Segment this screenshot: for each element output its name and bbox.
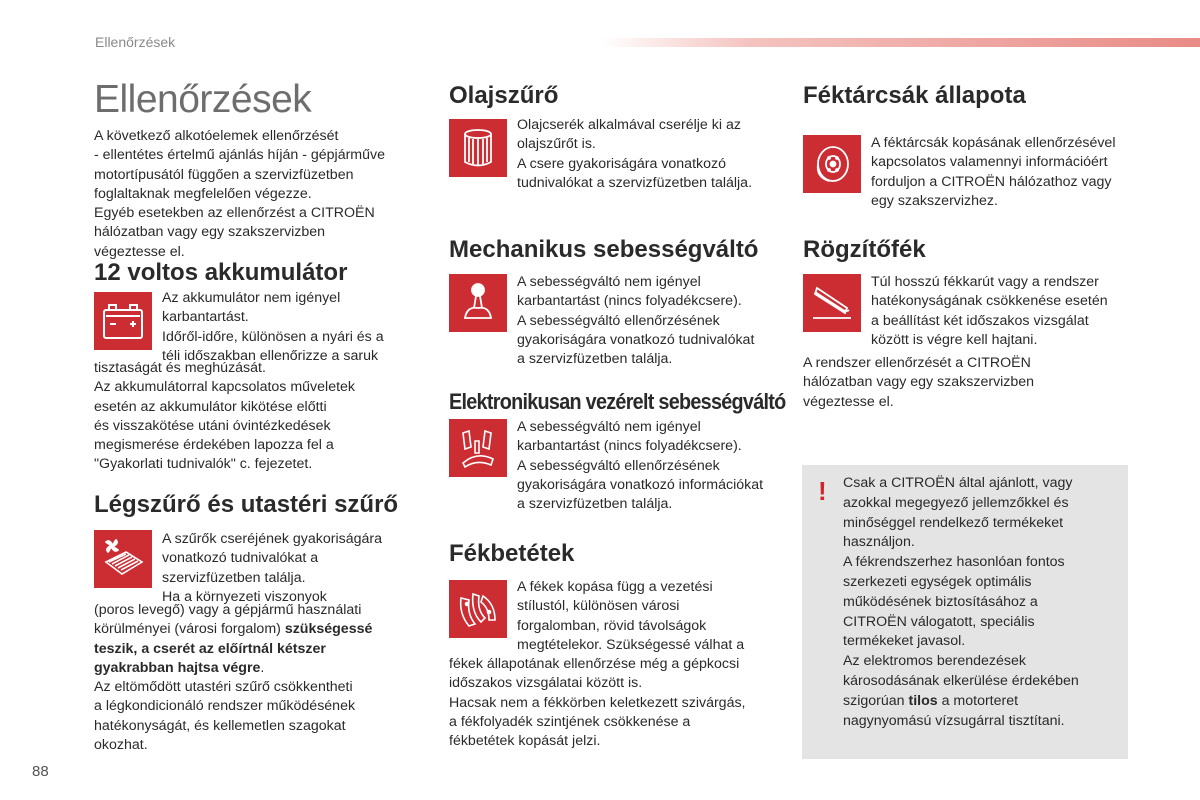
- filter-line: a légkondicionáló rendszer működésének: [94, 698, 356, 715]
- parking-brake-line: végeztesse el.: [803, 393, 894, 410]
- electronic-gearbox-line: karbantartást (nincs folyadékcsere).: [517, 438, 742, 455]
- oil-filter-heading: Olajszűrő: [449, 82, 559, 109]
- exclamation-icon: !: [818, 476, 827, 506]
- filter-line: Ha a környezeti viszonyok: [162, 588, 327, 605]
- intro-line: - ellentétes értelmű ajánlás híján - gépjárműve: [94, 147, 385, 164]
- note-text: [843, 474, 1125, 731]
- intro-line: Egyéb esetekben az ellenőrzést a CITROËN: [94, 205, 375, 222]
- parking-brake-line: hatékonyságának csökkenése esetén: [871, 293, 1108, 310]
- parking-brake-line: a beállítást két időszakos vizsgálat: [871, 312, 1089, 329]
- oil-filter-icon: [449, 119, 507, 177]
- electronic-gearbox-line: gyakoriságára vonatkozó információkat: [517, 476, 764, 493]
- intro-line: végeztesse el.: [94, 243, 185, 260]
- brake-pads-line: megtételekor. Szükségessé válhat a: [517, 636, 745, 653]
- filter-line: vonatkozó tudnivalókat a: [162, 550, 319, 567]
- brake-discs-heading: Féktárcsák állapota: [803, 82, 1026, 109]
- filter-line: (poros levegő) vagy a gépjármű használati: [94, 602, 362, 618]
- note-line: termékeket javasol.: [843, 633, 966, 650]
- manual-gearbox-heading: Mechanikus sebességváltó: [449, 236, 759, 263]
- brake-discs-line: kapcsolatos valamennyi információért: [871, 154, 1108, 171]
- oil-filter-line: Olajcserék alkalmával cserélje ki az: [517, 117, 741, 133]
- manual-gearbox-line: karbantartást (nincs folyadékcsere).: [517, 293, 742, 310]
- oil-filter-line: A csere gyakoriságára vonatkozó: [517, 155, 726, 172]
- battery-line: Az akkumulátor nem igényel: [162, 290, 341, 306]
- note-line: A fékrendszerhez hasonlóan fontos: [843, 554, 1065, 571]
- filter-line: A szűrők cseréjének gyakoriságára: [162, 531, 383, 547]
- manual-gearbox-line: A sebességváltó ellenőrzésének: [517, 312, 720, 329]
- battery-line: tisztaságát és meghúzását.: [94, 360, 266, 376]
- note-line: CITROËN válogatott, speciális: [843, 613, 1035, 630]
- note-line: Az elektromos berendezések: [843, 653, 1026, 670]
- battery-line: karbantartást.: [162, 309, 249, 326]
- page-title: Ellenőrzések: [94, 78, 312, 121]
- filter-line-suffix: .: [260, 659, 265, 676]
- header-gradient-bar: [600, 38, 1200, 47]
- brake-pads-indented-text: [517, 578, 789, 655]
- brake-pads-line: a fékfolyadék szintjének csökkenése a: [449, 713, 691, 730]
- oil-filter-line: olajszűrőt is.: [517, 136, 596, 153]
- electronic-gearbox-line: A sebességváltó nem igényel: [517, 419, 701, 435]
- oil-filter-text: [517, 116, 789, 193]
- air-filter-icon: [94, 530, 152, 588]
- filter-line: Az eltömődött utastéri szűrő csökkentheti: [94, 679, 353, 696]
- brake-pads-line: forgalomban, rövid távolságok: [517, 617, 707, 634]
- note-line: szerkezeti egységek optimális: [843, 573, 1032, 590]
- manual-gearbox-line: gyakoriságára vonatkozó tudnivalókat: [517, 331, 755, 348]
- intro-line: A következő alkotóelemek ellenőrzését: [94, 128, 339, 144]
- brake-pads-heading: Fékbetétek: [449, 540, 575, 567]
- section-label: Ellenőrzések: [95, 34, 176, 50]
- battery-icon: [94, 292, 152, 350]
- battery-indented-text: [162, 289, 422, 366]
- battery-heading: 12 voltos akkumulátor: [94, 259, 348, 286]
- note-line: használjon.: [843, 534, 915, 551]
- brake-pads-line: fékbetétek kopását jelzi.: [449, 733, 601, 750]
- note-line: károsodásának elkerülése érdekében: [843, 672, 1079, 689]
- note-line: nagynyomású vízsugárral tisztítani.: [843, 712, 1065, 729]
- note-line-suffix: a motorteret: [937, 692, 1019, 709]
- brake-discs-line: egy szakszervizhez.: [871, 192, 998, 209]
- brake-pads-line: Hacsak nem a fékkörben keletkezett szivárgás,: [449, 694, 746, 711]
- brake-discs-text: [871, 134, 1153, 211]
- battery-line: "Gyakorlati tudnivalók" c. fejezetet.: [94, 456, 313, 473]
- intro-line: hálózatban vagy egy szakszervizben: [94, 224, 326, 241]
- oil-filter-line: tudnivalókat a szervizfüzetben találja.: [517, 174, 753, 191]
- filter-line: [94, 620, 424, 639]
- battery-line: és visszakötése utáni óvintézkedések: [94, 417, 331, 434]
- intro-line: motortípusától függően a szervizfüzetben: [94, 166, 354, 183]
- note-line: azokkal megegyező jellemzőkkel és: [843, 494, 1069, 511]
- intro-paragraph: [94, 127, 424, 262]
- brake-pads-line: stílustól, különösen városi: [517, 598, 680, 615]
- electronic-gearbox-line: A sebességváltó ellenőrzésének: [517, 457, 720, 474]
- manual-gearbox-line: a szervizfüzetben találja.: [517, 351, 673, 368]
- filter-heading: Légszűrő és utastéri szűrő: [94, 491, 399, 518]
- battery-line: megismerése érdekében lapozza fel a: [94, 437, 334, 454]
- note-line-prefix: szigorúan: [843, 692, 909, 709]
- page-number: 88: [32, 763, 49, 780]
- brake-discs-line: forduljon a CITROËN hálózathoz vagy: [871, 173, 1112, 190]
- brake-discs-line: A féktárcsák kopásának ellenőrzésével: [871, 135, 1116, 151]
- filter-full-text: [94, 601, 424, 755]
- note-line: [843, 692, 1125, 712]
- intro-line: foglaltaknak megfelelően végezze.: [94, 185, 312, 202]
- note-line: minőséggel rendelkező termékeket: [843, 514, 1064, 531]
- parking-brake-line: között is végre kell hajtani.: [871, 331, 1038, 348]
- filter-indented-text: [162, 530, 424, 607]
- battery-line: Időről-időre, különösen a nyári és a: [162, 328, 384, 345]
- brake-disc-icon: [803, 135, 861, 193]
- note-line-bold: tilos: [908, 692, 938, 709]
- parking-brake-icon: [803, 274, 861, 332]
- parking-brake-indented-text: [871, 273, 1153, 350]
- battery-line: Az akkumulátorral kapcsolatos műveletek: [94, 379, 356, 396]
- electronic-gearbox-icon: [449, 419, 507, 477]
- manual-gearbox-text: [517, 273, 789, 369]
- filter-line-normal: körülményei (városi forgalom): [94, 621, 285, 638]
- filter-line: hatékonyságát, és kellemetlen szagokat: [94, 717, 346, 734]
- parking-brake-full-text: [803, 354, 1153, 412]
- note-line: Csak a CITROËN által ajánlott, vagy: [843, 475, 1073, 491]
- filter-line: okozhat.: [94, 737, 148, 754]
- battery-line: esetén az akkumulátor kikötése előtti: [94, 398, 327, 415]
- brake-pads-icon: [449, 580, 507, 638]
- filter-line-bold: gyakrabban hajtsa végre: [94, 659, 261, 676]
- brake-pads-line: időszakos vizsgálatai között is.: [449, 675, 643, 692]
- brake-pads-line: fékek állapotának ellenőrzése még a gépkocsi: [449, 656, 740, 672]
- battery-line: téli időszakban ellenőrizze a saruk: [162, 347, 379, 364]
- electronic-gearbox-line: a szervizfüzetben találja.: [517, 496, 673, 513]
- filter-line: [94, 640, 424, 659]
- parking-brake-heading: Rögzítőfék: [803, 236, 926, 263]
- gear-lever-icon: [449, 274, 507, 332]
- manual-gearbox-line: A sebességváltó nem igényel: [517, 274, 701, 290]
- filter-line-bold: szükségessé: [284, 621, 373, 638]
- filter-line-bold: teszik, a cserét az előírtnál kétszer: [94, 640, 326, 657]
- brake-pads-line: A fékek kopása függ a vezetési: [517, 579, 713, 595]
- electronic-gearbox-text: [517, 418, 789, 514]
- filter-line: [94, 659, 424, 678]
- parking-brake-line: hálózatban vagy egy szakszervizben: [803, 374, 1035, 391]
- brake-pads-full-text: [449, 655, 789, 751]
- parking-brake-line: Túl hosszú fékkarút vagy a rendszer: [871, 274, 1099, 290]
- parking-brake-line: A rendszer ellenőrzését a CITROËN: [803, 355, 1031, 371]
- note-line: működésének biztosításához a: [843, 593, 1038, 610]
- filter-line: szervizfüzetben találja.: [162, 569, 306, 586]
- electronic-gearbox-heading: Elektronikusan vezérelt sebességváltó: [449, 389, 786, 414]
- battery-full-text: [94, 359, 424, 475]
